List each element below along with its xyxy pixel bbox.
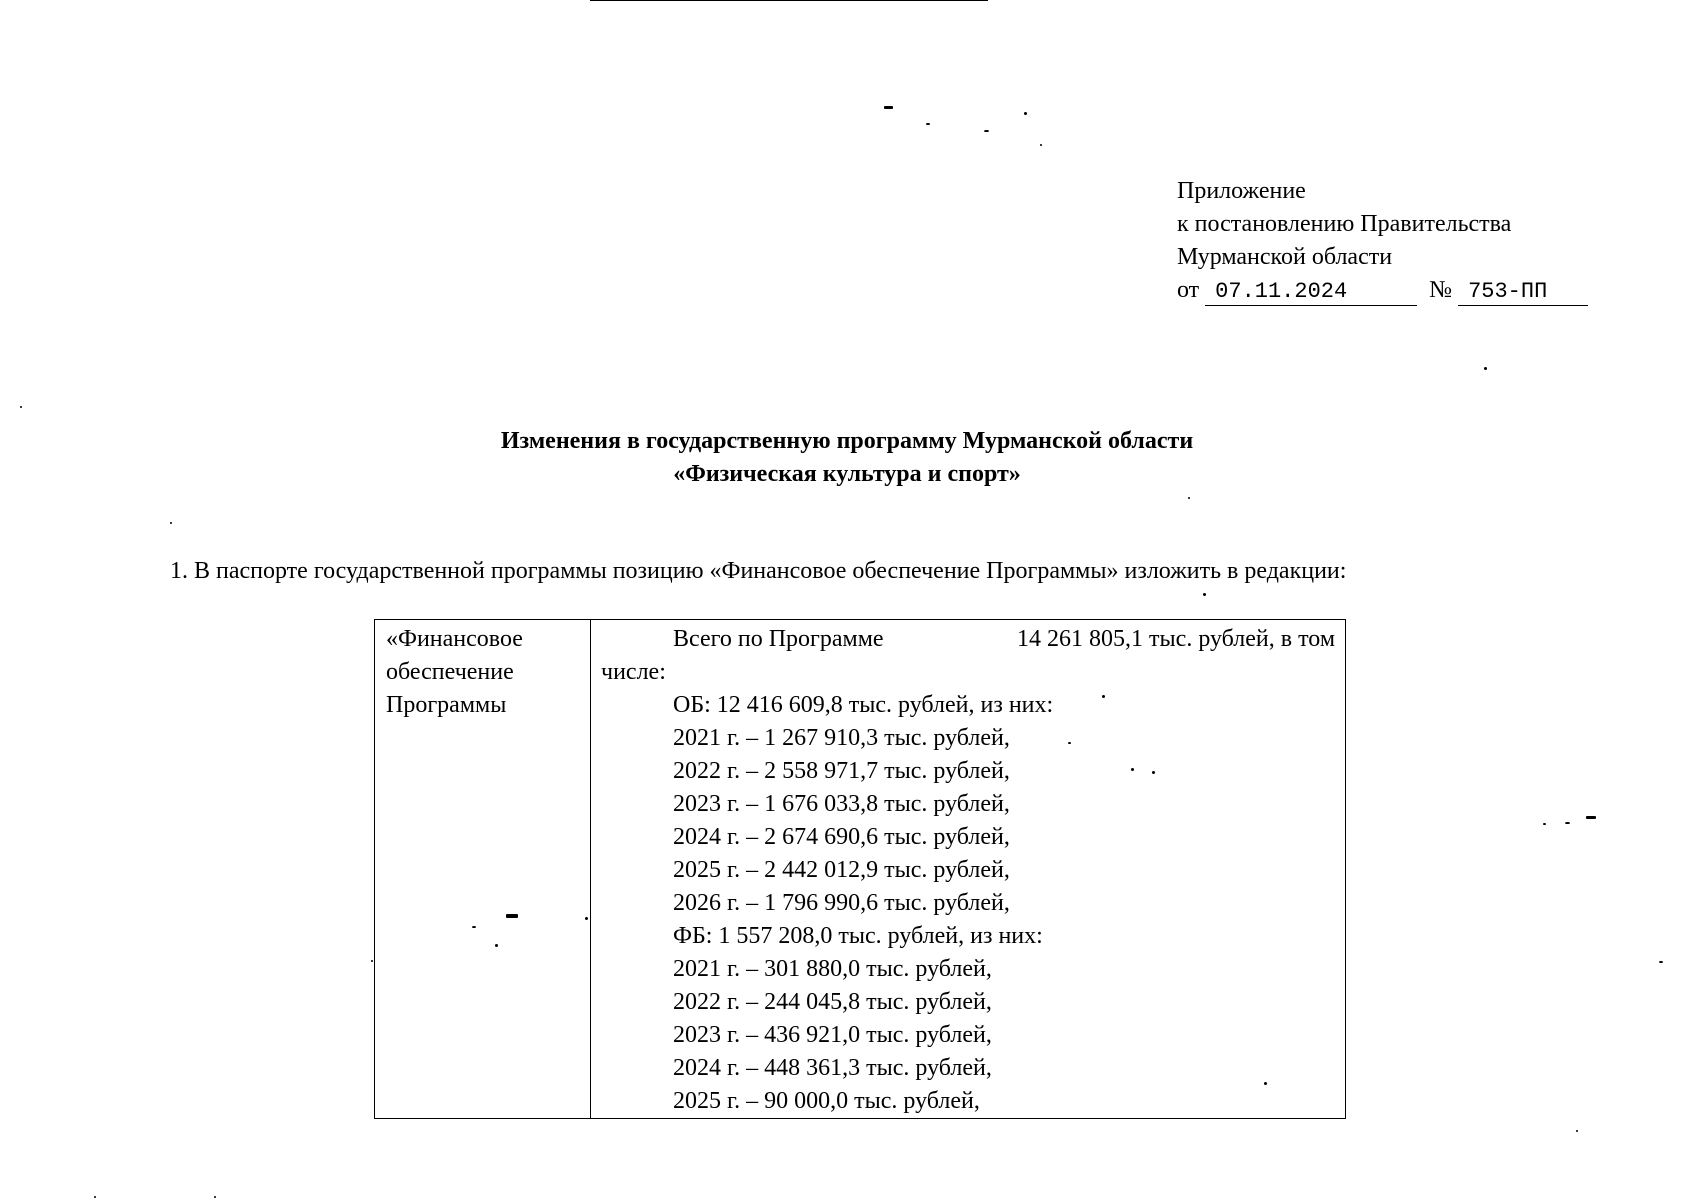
scan-speck [1024,112,1027,115]
scan-speck [1484,367,1487,370]
number-sign: № [1429,277,1453,303]
scan-speck [1040,144,1042,146]
appendix-header [1177,175,1588,307]
amendment-paragraph: 1. В паспорте государственной программы позицию «Финансовое обеспечение Программы» изложить в редакции: [170,558,1347,584]
table-row [375,620,1346,1119]
total-line [601,623,1335,656]
appendix-line-1: Приложение [1177,178,1306,204]
funding-line: ФБ: 1 557 208,0 тыс. рублей, из них: [673,923,1043,949]
scan-speck [170,522,172,524]
total-continuation: числе: [601,659,666,685]
resolution-number: 753-ПП [1458,279,1588,306]
scan-speck [926,123,930,125]
scan-speck [371,960,373,962]
scan-speck [1586,816,1596,819]
scan-speck [1659,961,1663,963]
total-value: 14 261 805,1 тыс. рублей, в том [1017,626,1335,652]
funding-line: 2021 г. – 301 880,0 тыс. рублей, [673,956,992,982]
funding-line: 2024 г. – 2 674 690,6 тыс. рублей, [673,824,1010,850]
appendix-date-line [1177,274,1588,307]
scan-speck [1203,593,1206,596]
funding-line: 2022 г. – 2 558 971,7 тыс. рублей, [673,758,1010,784]
appendix-line-3: Мурманской области [1177,244,1393,270]
position-name-cell [375,620,591,1119]
total-label: Всего по Программе [673,626,884,652]
funding-line: 2023 г. – 1 676 033,8 тыс. рублей, [673,791,1010,817]
funding-line: ОБ: 12 416 609,8 тыс. рублей, из них: [673,692,1054,718]
scan-speck [214,1196,216,1198]
position-line-3: Программы [386,692,507,718]
scan-speck [1565,822,1570,824]
scan-speck [1188,497,1190,499]
position-line-2: обеспечение [386,659,514,685]
date-prefix: от [1177,277,1200,303]
funding-line: 2025 г. – 2 442 012,9 тыс. рублей, [673,857,1010,883]
document-title [0,425,1694,491]
funding-line: 2021 г. – 1 267 910,3 тыс. рублей, [673,725,1010,751]
title-line-1: Изменения в государственную программу Мурманской области [500,428,1194,454]
scan-speck [20,406,22,408]
title-line-2: «Физическая культура и спорт» [673,461,1021,487]
scan-speck [1543,823,1546,825]
funding-line: 2022 г. – 244 045,8 тыс. рублей, [673,989,992,1015]
appendix-line-2: к постановлению Правительства [1177,211,1512,237]
scan-speck [984,130,989,132]
resolution-date: 07.11.2024 [1205,279,1417,306]
funding-line: 2023 г. – 436 921,0 тыс. рублей, [673,1022,992,1048]
funding-line: 2026 г. – 1 796 990,6 тыс. рублей, [673,890,1010,916]
scan-speck [1576,1130,1578,1132]
scan-edge-line [590,0,988,1]
financing-details-cell [591,620,1346,1119]
funding-line: 2024 г. – 448 361,3 тыс. рублей, [673,1055,992,1081]
scan-speck [884,106,893,109]
financing-table [374,619,1346,1119]
funding-line: 2025 г. – 90 000,0 тыс. рублей, [673,1088,980,1114]
position-line-1: «Финансовое [386,626,523,652]
scan-speck [94,1196,96,1198]
